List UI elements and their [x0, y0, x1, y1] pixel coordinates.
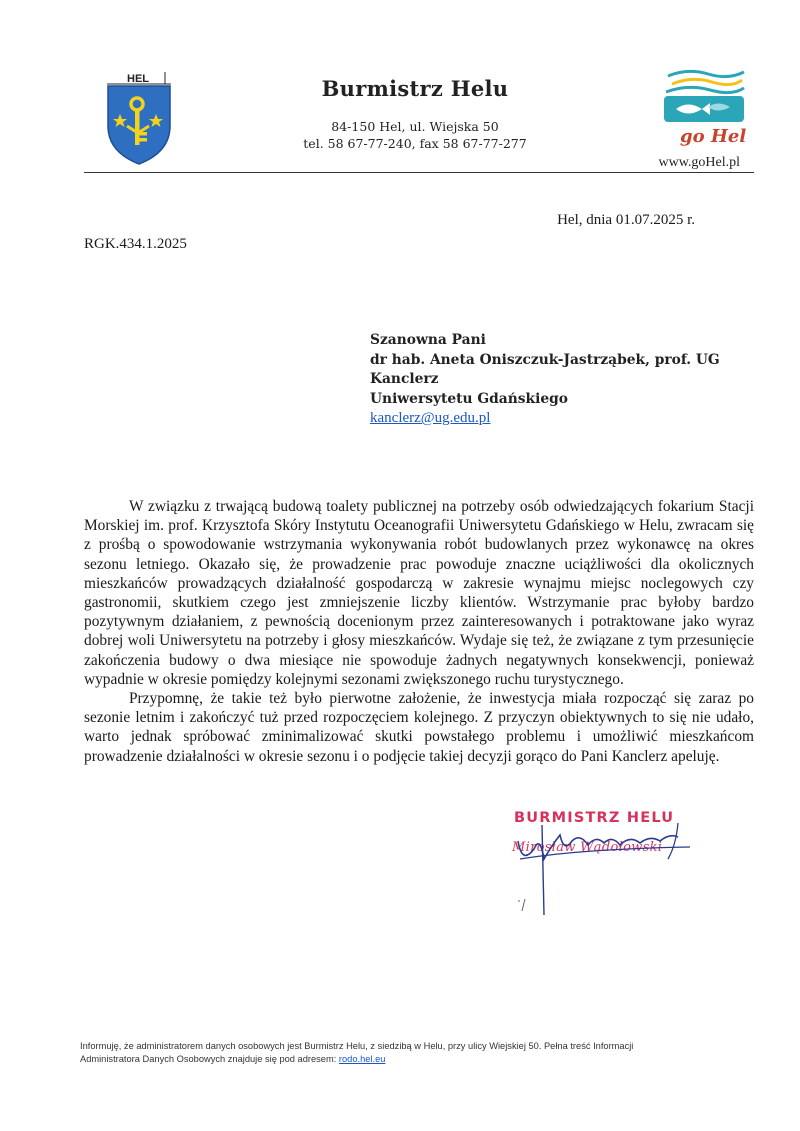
website-link[interactable]: www.goHel.pl: [658, 155, 740, 170]
hel-coat-of-arms-icon: [105, 70, 173, 166]
signature-stamp-name: Mirosław Wądołowski: [512, 840, 663, 855]
body-paragraph: Przypomnę, że takie też było pierwotne założenie, że inwestycja miała rozpocząć się zaraz po sezonie letnim i zakończyć tuż przed rozpoczęciem kolejnego. Z przyczyn obiektywnych to się nie udało, warto jednak spróbować zminimalizować skutki powstałego problemu i umożliwić mieszkańcom prowadzenie działalności w okresie sezonu i o podjęcie takiej decyzji gorąco do Pani Kanclerz apeluję.: [84, 690, 754, 765]
header-divider: [84, 172, 754, 173]
letter-body: [84, 497, 754, 766]
recipient-email-link[interactable]: kanclerz@ug.edu.pl: [370, 410, 491, 426]
logo-text: go Hel: [680, 126, 747, 147]
footer-line: Informuję, że administratorem danych osobowych jest Burmistrz Helu, z siedzibą w Helu, przy ulicy Wiejskiej 50. Pełna treść Informacji: [80, 1041, 634, 1051]
contact-phone-fax: tel. 58 67-77-240, fax 58 67-77-277: [303, 136, 527, 151]
address-line: 84-150 Hel, ul. Wiejska 50: [331, 119, 499, 134]
scan-mark-icon: [515, 895, 535, 915]
gdpr-footer: [80, 1040, 730, 1065]
gohel-logo-icon: [658, 66, 748, 154]
crest-label: HEL: [127, 73, 149, 85]
signature-stamp-title: BURMISTRZ HELU: [514, 810, 675, 826]
organization-title: Burmistrz Helu: [321, 76, 509, 101]
recipient-position: Kanclerz: [370, 371, 439, 387]
recipient-salutation: Szanowna Pani: [370, 332, 486, 348]
recipient-block: [370, 331, 720, 429]
footer-line-2: [80, 1053, 730, 1066]
rodo-link[interactable]: rodo.hel.eu: [338, 1053, 386, 1064]
body-paragraph: W związku z trwającą budową toalety publicznej na potrzeby osób odwiedzających fokarium Stacji Morskiej im. prof. Krzysztofa Skóry Instytutu Oceanografii Uniwersytetu Gdańskiego w Helu, zwracam się z prośbą o spowodowanie wstrzymania wykonywania robót budowlanych przez wykonawcę na okres sezonu letniego. Okazało się, że prowadzenie prac powoduje znaczne uciążliwości dla okolicznych mieszkańców prowadzących działalność gospodarczą w zakresie wynajmu miejsc noclegowych czy gastronomii, skutkiem czego jest zmniejszenie liczby klientów. Wstrzymanie prac byłoby bardzo pozytywnym działaniem, z pewnością docenionym przez zainteresowanych i potraktowane jako wyraz dobrej woli Uniwersytetu na potrzeby i głosy mieszkańców. Wydaje się też, że związane z tym przesunięcie zakończenia budowy o dwa miesiące nie spowoduje żadnych negatywnych konsekwencji, ponieważ wypadnie w okresie pomiędzy kolejnymi sezonami zwiększonego ruchu turystycznego.: [84, 498, 754, 688]
recipient-institution: Uniwersytetu Gdańskiego: [370, 390, 568, 407]
recipient-name: dr hab. Aneta Oniszczuk-Jastrząbek, prof. UG: [370, 351, 720, 368]
letter-date: Hel, dnia 01.07.2025 r.: [557, 212, 695, 228]
reference-number: RGK.434.1.2025: [84, 236, 187, 252]
footer-line-text: Administratora Danych Osobowych znajduje się pod adresem:: [80, 1053, 337, 1064]
